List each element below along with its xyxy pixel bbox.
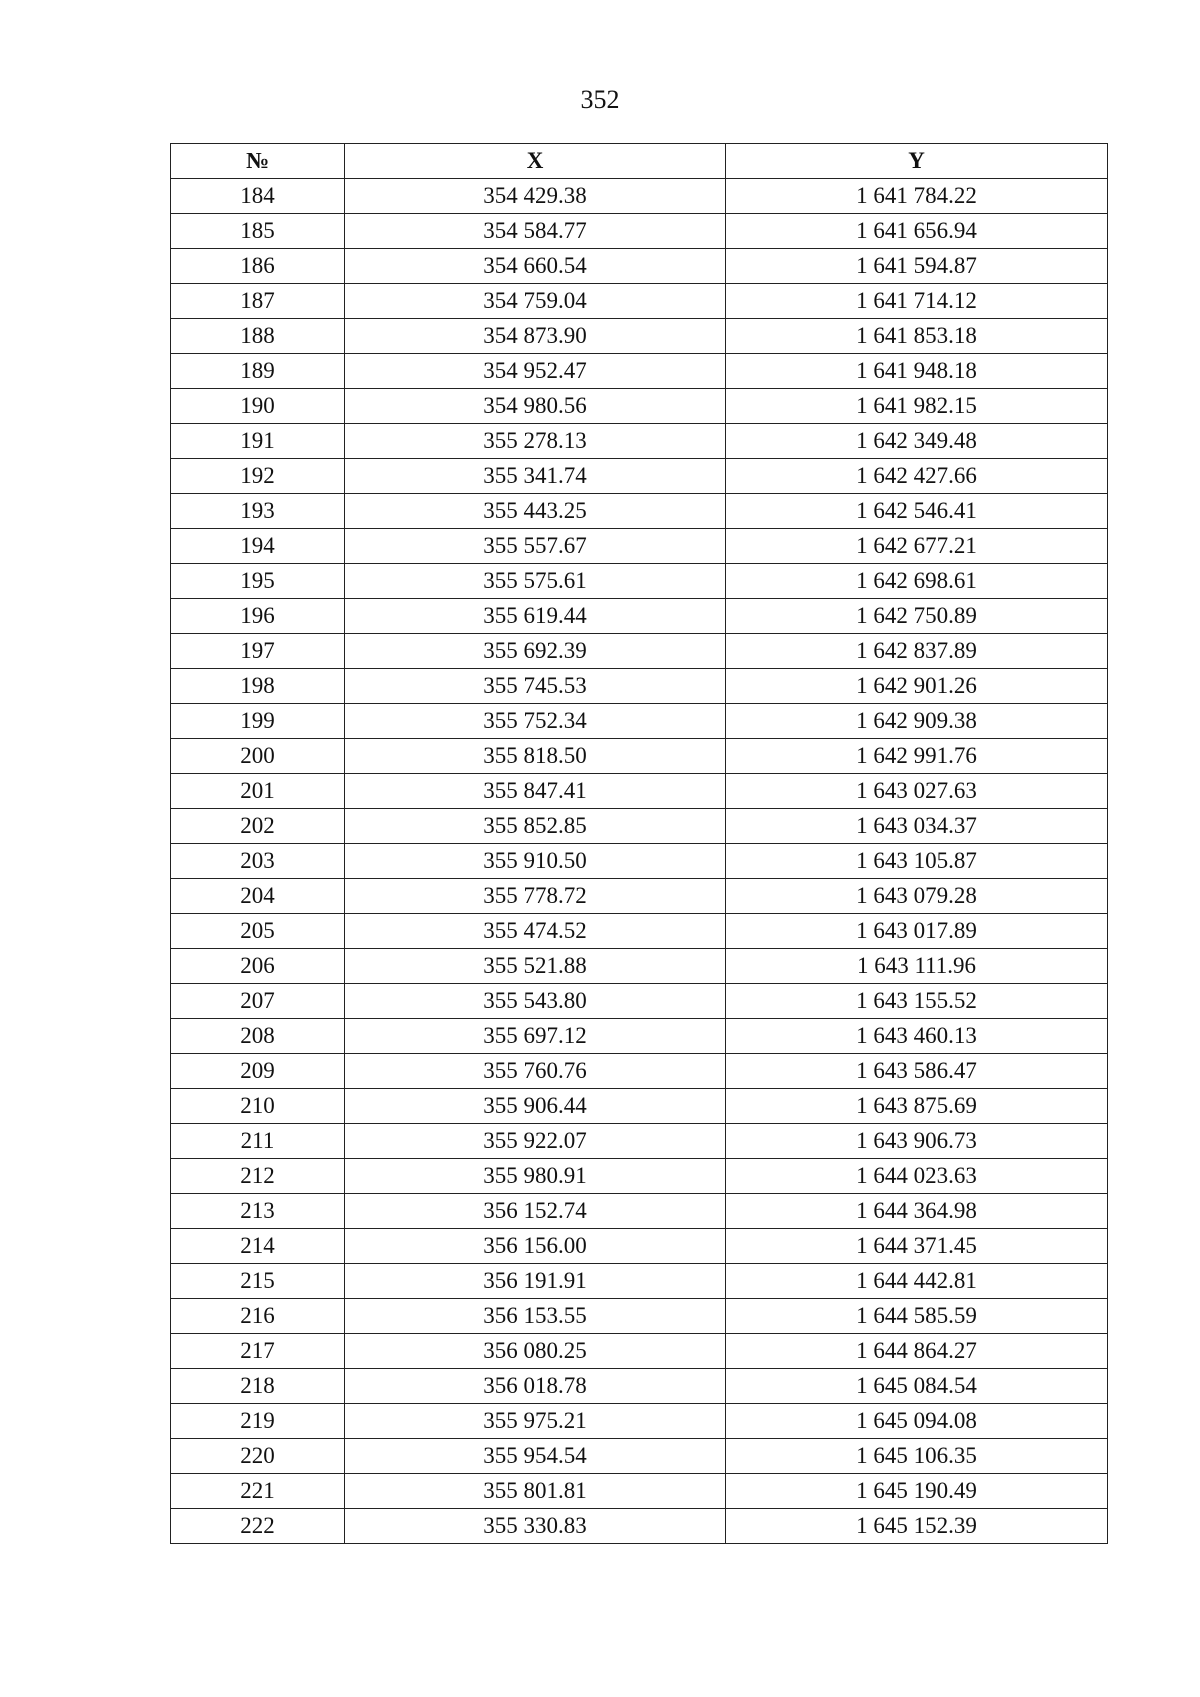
- table-row: [171, 634, 1108, 669]
- table-row: [171, 1439, 1108, 1474]
- table-row: [171, 1089, 1108, 1124]
- page-number: 352: [580, 85, 620, 114]
- table-row: [171, 1159, 1108, 1194]
- cell-x: 355 521.88: [345, 949, 726, 984]
- cell-y: 1 641 784.22: [726, 179, 1108, 214]
- cell-x: 355 752.34: [345, 704, 726, 739]
- cell-number: 214: [171, 1229, 345, 1264]
- cell-x: 355 847.41: [345, 774, 726, 809]
- cell-number: 200: [171, 739, 345, 774]
- cell-y: 1 642 750.89: [726, 599, 1108, 634]
- cell-number: 197: [171, 634, 345, 669]
- table-row: [171, 1404, 1108, 1439]
- table-row: [171, 1509, 1108, 1544]
- cell-y: 1 645 094.08: [726, 1404, 1108, 1439]
- cell-x: 356 080.25: [345, 1334, 726, 1369]
- table-row: [171, 564, 1108, 599]
- table-row: [171, 1334, 1108, 1369]
- cell-number: 211: [171, 1124, 345, 1159]
- table-row: [171, 214, 1108, 249]
- cell-y: 1 641 656.94: [726, 214, 1108, 249]
- cell-y: 1 641 714.12: [726, 284, 1108, 319]
- cell-number: 222: [171, 1509, 345, 1544]
- cell-x: 355 575.61: [345, 564, 726, 599]
- cell-y: 1 642 349.48: [726, 424, 1108, 459]
- cell-x: 355 801.81: [345, 1474, 726, 1509]
- cell-number: 216: [171, 1299, 345, 1334]
- table-row: [171, 1474, 1108, 1509]
- cell-number: 215: [171, 1264, 345, 1299]
- cell-x: 355 910.50: [345, 844, 726, 879]
- cell-number: 192: [171, 459, 345, 494]
- cell-y: 1 641 948.18: [726, 354, 1108, 389]
- table-row: [171, 319, 1108, 354]
- cell-x: 355 543.80: [345, 984, 726, 1019]
- column-header-x: X: [345, 144, 726, 179]
- cell-x: 355 557.67: [345, 529, 726, 564]
- table-row: [171, 739, 1108, 774]
- table-row: [171, 1369, 1108, 1404]
- cell-x: 354 980.56: [345, 389, 726, 424]
- coordinates-table: [170, 143, 1108, 1544]
- cell-number: 220: [171, 1439, 345, 1474]
- cell-x: 355 906.44: [345, 1089, 726, 1124]
- cell-number: 189: [171, 354, 345, 389]
- table-row: [171, 1299, 1108, 1334]
- table-row: [171, 1019, 1108, 1054]
- cell-number: 205: [171, 914, 345, 949]
- cell-x: 355 975.21: [345, 1404, 726, 1439]
- cell-number: 193: [171, 494, 345, 529]
- cell-number: 212: [171, 1159, 345, 1194]
- cell-y: 1 642 909.38: [726, 704, 1108, 739]
- cell-x: 355 330.83: [345, 1509, 726, 1544]
- cell-x: 354 660.54: [345, 249, 726, 284]
- cell-number: 213: [171, 1194, 345, 1229]
- cell-number: 198: [171, 669, 345, 704]
- cell-number: 185: [171, 214, 345, 249]
- cell-y: 1 642 901.26: [726, 669, 1108, 704]
- cell-number: 188: [171, 319, 345, 354]
- cell-y: 1 644 442.81: [726, 1264, 1108, 1299]
- cell-y: 1 642 427.66: [726, 459, 1108, 494]
- table-row: [171, 844, 1108, 879]
- cell-number: 199: [171, 704, 345, 739]
- cell-y: 1 642 677.21: [726, 529, 1108, 564]
- cell-y: 1 645 152.39: [726, 1509, 1108, 1544]
- cell-x: 355 922.07: [345, 1124, 726, 1159]
- cell-x: 355 980.91: [345, 1159, 726, 1194]
- cell-y: 1 643 111.96: [726, 949, 1108, 984]
- cell-y: 1 644 585.59: [726, 1299, 1108, 1334]
- cell-y: 1 643 079.28: [726, 879, 1108, 914]
- cell-number: 210: [171, 1089, 345, 1124]
- cell-x: 355 443.25: [345, 494, 726, 529]
- cell-x: 355 692.39: [345, 634, 726, 669]
- cell-y: 1 642 698.61: [726, 564, 1108, 599]
- table-row: [171, 179, 1108, 214]
- cell-x: 354 584.77: [345, 214, 726, 249]
- cell-y: 1 643 155.52: [726, 984, 1108, 1019]
- cell-number: 219: [171, 1404, 345, 1439]
- cell-number: 209: [171, 1054, 345, 1089]
- table-row: [171, 879, 1108, 914]
- table-row: [171, 914, 1108, 949]
- table-row: [171, 249, 1108, 284]
- table-row: [171, 949, 1108, 984]
- cell-x: 355 852.85: [345, 809, 726, 844]
- cell-x: 355 760.76: [345, 1054, 726, 1089]
- cell-y: 1 645 190.49: [726, 1474, 1108, 1509]
- cell-x: 355 954.54: [345, 1439, 726, 1474]
- table-row: [171, 529, 1108, 564]
- table-row: [171, 1229, 1108, 1264]
- cell-y: 1 643 017.89: [726, 914, 1108, 949]
- table-row: [171, 984, 1108, 1019]
- cell-y: 1 641 594.87: [726, 249, 1108, 284]
- cell-x: 356 153.55: [345, 1299, 726, 1334]
- cell-y: 1 643 586.47: [726, 1054, 1108, 1089]
- cell-x: 355 697.12: [345, 1019, 726, 1054]
- cell-y: 1 644 364.98: [726, 1194, 1108, 1229]
- cell-y: 1 643 105.87: [726, 844, 1108, 879]
- cell-x: 354 952.47: [345, 354, 726, 389]
- cell-number: 196: [171, 599, 345, 634]
- cell-number: 201: [171, 774, 345, 809]
- cell-number: 187: [171, 284, 345, 319]
- cell-x: 355 474.52: [345, 914, 726, 949]
- table-row: [171, 1124, 1108, 1159]
- cell-number: 186: [171, 249, 345, 284]
- cell-x: 355 778.72: [345, 879, 726, 914]
- cell-x: 356 152.74: [345, 1194, 726, 1229]
- cell-x: 356 191.91: [345, 1264, 726, 1299]
- cell-x: 355 745.53: [345, 669, 726, 704]
- table-row: [171, 284, 1108, 319]
- cell-x: 355 619.44: [345, 599, 726, 634]
- cell-number: 184: [171, 179, 345, 214]
- table-row: [171, 809, 1108, 844]
- cell-number: 190: [171, 389, 345, 424]
- cell-number: 218: [171, 1369, 345, 1404]
- cell-number: 194: [171, 529, 345, 564]
- cell-x: 356 018.78: [345, 1369, 726, 1404]
- cell-x: 355 818.50: [345, 739, 726, 774]
- cell-y: 1 642 837.89: [726, 634, 1108, 669]
- cell-y: 1 641 853.18: [726, 319, 1108, 354]
- cell-y: 1 644 023.63: [726, 1159, 1108, 1194]
- cell-number: 208: [171, 1019, 345, 1054]
- cell-y: 1 643 906.73: [726, 1124, 1108, 1159]
- cell-number: 202: [171, 809, 345, 844]
- cell-x: 354 759.04: [345, 284, 726, 319]
- table-row: [171, 424, 1108, 459]
- cell-number: 195: [171, 564, 345, 599]
- cell-y: 1 644 371.45: [726, 1229, 1108, 1264]
- cell-y: 1 645 084.54: [726, 1369, 1108, 1404]
- table-row: [171, 494, 1108, 529]
- table-row: [171, 354, 1108, 389]
- cell-y: 1 644 864.27: [726, 1334, 1108, 1369]
- table-row: [171, 774, 1108, 809]
- cell-y: 1 643 034.37: [726, 809, 1108, 844]
- table-row: [171, 669, 1108, 704]
- cell-y: 1 642 546.41: [726, 494, 1108, 529]
- cell-number: 207: [171, 984, 345, 1019]
- cell-number: 221: [171, 1474, 345, 1509]
- column-header-number: №: [171, 144, 345, 179]
- cell-number: 203: [171, 844, 345, 879]
- cell-x: 355 341.74: [345, 459, 726, 494]
- cell-y: 1 643 027.63: [726, 774, 1108, 809]
- table-row: [171, 599, 1108, 634]
- cell-x: 354 429.38: [345, 179, 726, 214]
- table-body: [171, 179, 1108, 1544]
- table-row: [171, 459, 1108, 494]
- column-header-y: Y: [726, 144, 1108, 179]
- cell-number: 206: [171, 949, 345, 984]
- table-row: [171, 389, 1108, 424]
- cell-y: 1 645 106.35: [726, 1439, 1108, 1474]
- cell-number: 217: [171, 1334, 345, 1369]
- table-row: [171, 1194, 1108, 1229]
- cell-x: 354 873.90: [345, 319, 726, 354]
- cell-number: 191: [171, 424, 345, 459]
- cell-y: 1 643 460.13: [726, 1019, 1108, 1054]
- table-row: [171, 704, 1108, 739]
- cell-number: 204: [171, 879, 345, 914]
- cell-y: 1 642 991.76: [726, 739, 1108, 774]
- cell-x: 356 156.00: [345, 1229, 726, 1264]
- cell-y: 1 643 875.69: [726, 1089, 1108, 1124]
- cell-y: 1 641 982.15: [726, 389, 1108, 424]
- table-row: [171, 1264, 1108, 1299]
- table-header-row: [171, 144, 1108, 179]
- cell-x: 355 278.13: [345, 424, 726, 459]
- table-row: [171, 1054, 1108, 1089]
